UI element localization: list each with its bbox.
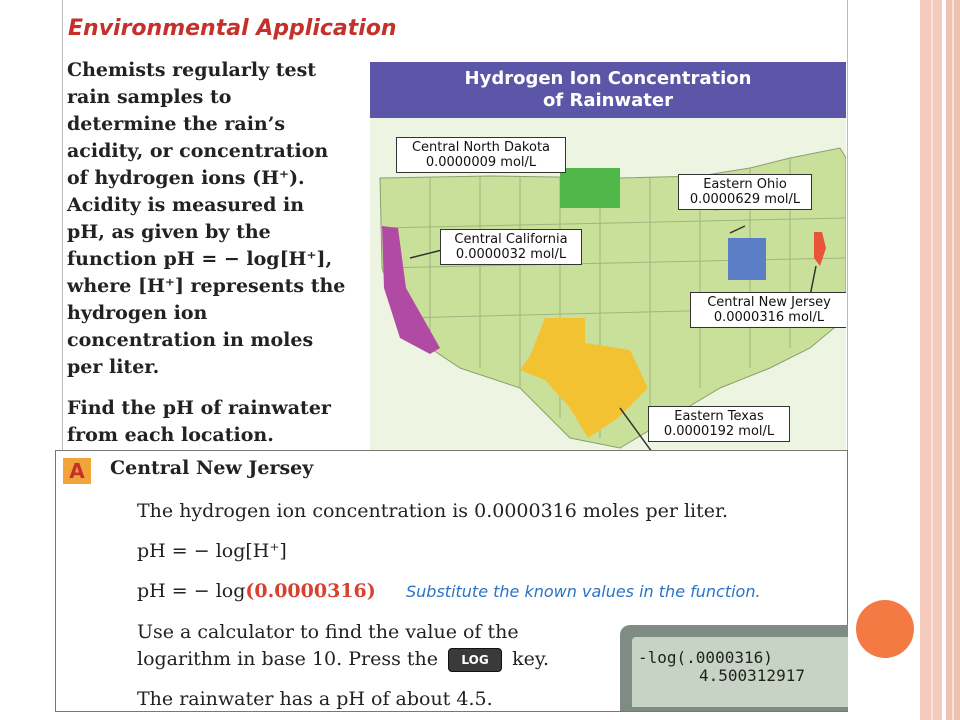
- callout-new-jersey: [690, 292, 846, 328]
- callout-value: 0.0000032 mol/L: [455, 247, 567, 262]
- callout-name: Eastern Texas: [674, 409, 764, 424]
- callout-texas: [648, 406, 790, 442]
- callout-ohio: [678, 174, 812, 210]
- callout-value: 0.0000192 mol/L: [663, 424, 775, 439]
- callout-name: Eastern Ohio: [703, 177, 787, 192]
- example-title: Central New Jersey: [110, 457, 314, 479]
- decorative-circle: [856, 600, 914, 658]
- callout-value: 0.0000629 mol/L: [689, 192, 801, 207]
- map-title: [370, 68, 846, 112]
- example-formula: pH = − log[H⁺]: [137, 540, 287, 562]
- decorative-border-line: [931, 0, 933, 720]
- calculator-input: -log(.0000316): [638, 648, 773, 667]
- intro-text: Chemists regularly test rain samples to determine the rain’s acidity, or concentration of hydrogen ions (H⁺). Acidity is measured in pH, as given by the function pH = − log[H⁺], where [H⁺] represents the hydrogen ion concentration in moles per liter.: [67, 59, 346, 378]
- ohio-region: [728, 238, 766, 280]
- example-conclusion: The rainwater has a pH of about 4.5.: [137, 688, 493, 710]
- callout-value: 0.0000009 mol/L: [425, 155, 537, 170]
- north-dakota-region: [560, 168, 620, 208]
- substitution-prefix: pH = − log: [137, 580, 246, 602]
- example-line-1: The hydrogen ion concentration is 0.0000316 moles per liter.: [137, 500, 729, 522]
- callout-name: Central North Dakota: [411, 140, 551, 155]
- line-5-before: logarithm in base 10. Press the: [137, 648, 438, 670]
- callout-name: Central New Jersey: [707, 295, 831, 310]
- intro-paragraph: [67, 57, 347, 381]
- calculator-output: 4.500312917: [699, 666, 805, 685]
- example-badge: A: [63, 458, 91, 484]
- rainwater-map: [370, 62, 846, 452]
- callout-name: Central California: [454, 232, 568, 247]
- example-line-5: [137, 648, 549, 672]
- example-line-4: Use a calculator to find the value of the: [137, 621, 519, 643]
- example-substitution: [137, 580, 376, 602]
- substitution-note: Substitute the known values in the function.: [406, 582, 761, 601]
- callout-north-dakota: [396, 137, 566, 173]
- callout-california: [440, 229, 582, 265]
- decorative-border-line: [952, 0, 954, 720]
- section-title: Environmental Application: [68, 16, 397, 41]
- line-5-after: key.: [512, 648, 550, 670]
- find-instruction: Find the pH of rainwater from each location.: [67, 397, 331, 446]
- log-key-icon: LOG: [448, 648, 502, 672]
- callout-value: 0.0000316 mol/L: [713, 310, 825, 325]
- map-title-line2: of Rainwater: [543, 90, 673, 111]
- map-title-line1: Hydrogen Ion Concentration: [464, 68, 752, 89]
- substituted-value: (0.0000316): [245, 580, 376, 602]
